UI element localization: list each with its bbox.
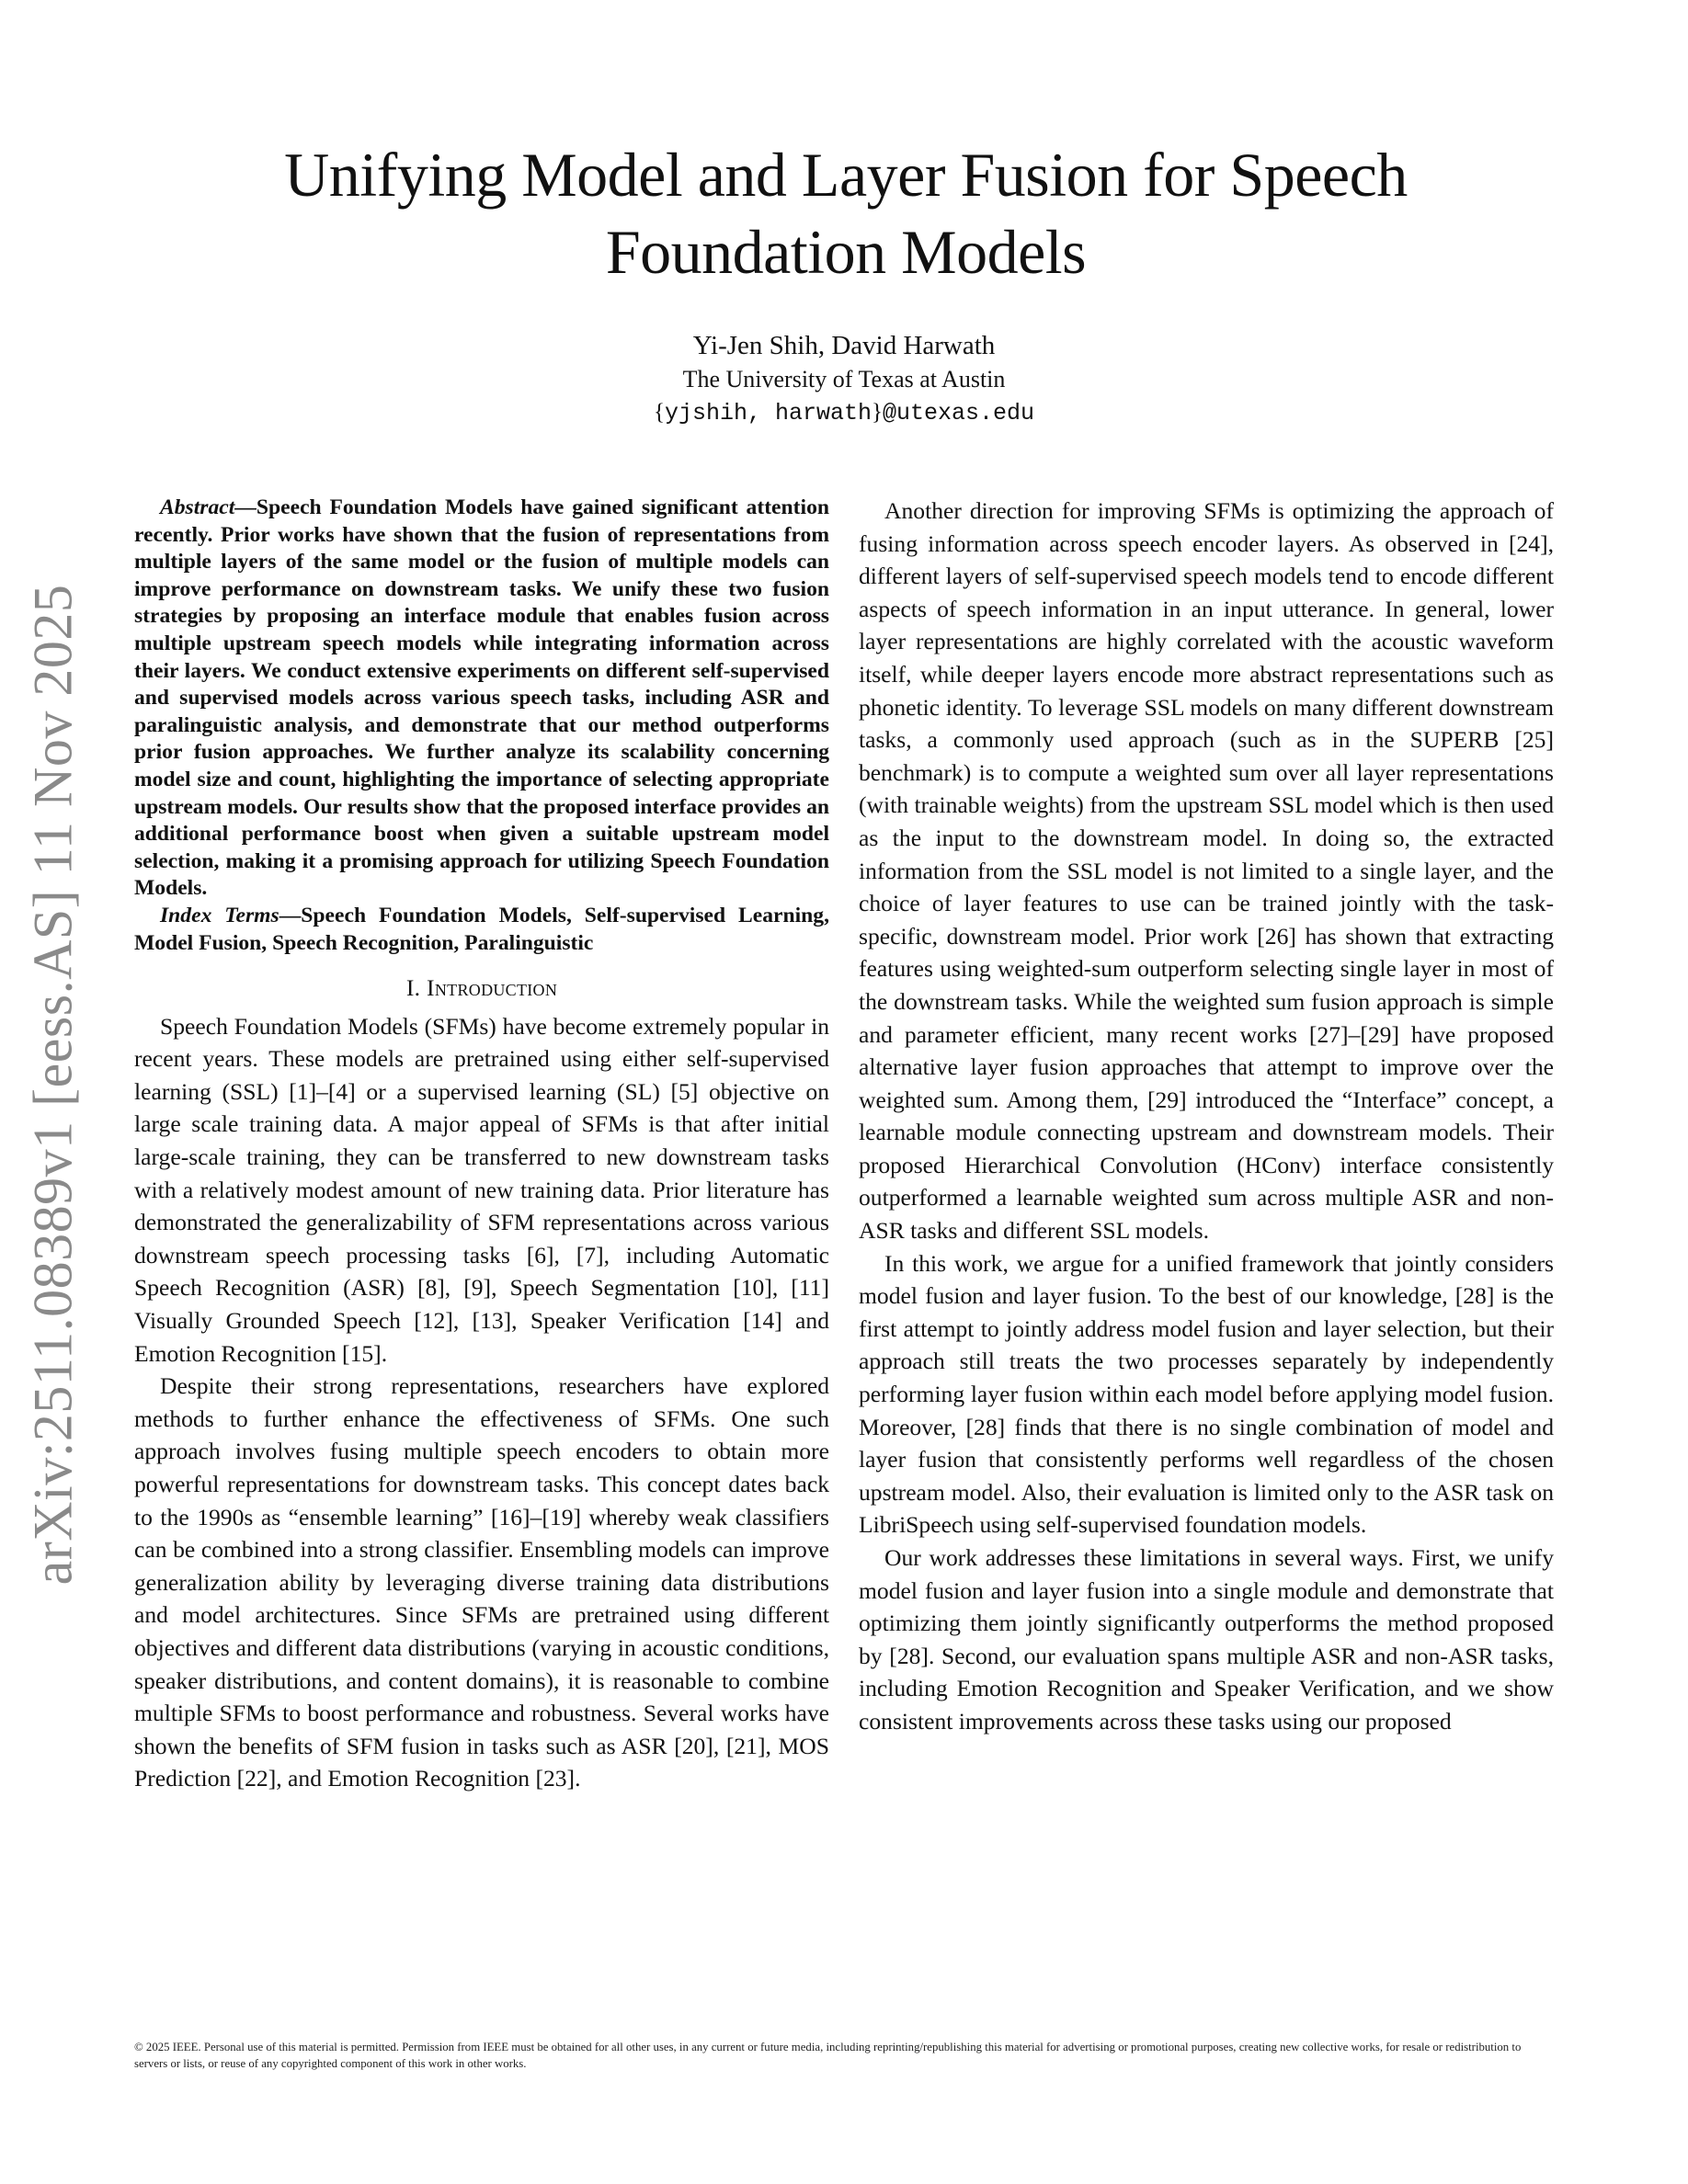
email-users: yjshih, harwath [664, 400, 872, 427]
body-paragraph: Speech Foundation Models (SFMs) have become extremely popular in recent years. These models are pretrained using either self-supervised learning (SSL) [1]–[4] or a supervised learning (SL) [5] objective on large scale training data. A major appeal of SFMs is that after initial large-scale training, they can be transferred to new downstream tasks with a relatively modest amount of new training data. Prior literature has demonstrated the generalizability of SFM representations across various downstream speech processing tasks [6], [7], including Automatic Speech Recognition (ASR) [8], [9], Speech Segmentation [10], [11] Visually Grounded Speech [12], [13], Speaker Verification [14] and Emotion Recognition [15]. [134, 1012, 829, 1367]
abstract-dash: — [234, 495, 257, 519]
paper-title: Unifying Model and Layer Fusion for Speech Foundation Models [284, 140, 1408, 287]
left-column [134, 495, 829, 1795]
body-paragraph: Our work addresses these limitations in several ways. First, we unify model fusion and layer fusion into a single module and demonstrate that optimizing them jointly significantly outperforms the method proposed by [28]. Second, our evaluation spans multiple ASR and non-ASR tasks, including Emotion Recognition and Speaker Verification, and we show consistent improvements across these tasks using our proposed [859, 1544, 1554, 1735]
body-paragraph: In this work, we argue for a unified framework that jointly considers model fusion and layer fusion. To the best of our knowledge, [28] is the first attempt to jointly address model fusion and layer selection, but their approach still treats the two processes separately by independently performing layer fusion within each model before applying model fusion. Moreover, [28] finds that there is no single combination of model and layer fusion that consistently performs well regardless of the chosen upstream model. Also, their evaluation is limited only to the ASR task on LibriSpeech using self-supervised foundation models. [859, 1249, 1554, 1539]
abstract [134, 495, 829, 903]
section-title: Introduction [427, 974, 558, 1002]
abstract-text: Speech Foundation Models have gained significant attention recently. Prior works have shown that the fusion of representations from multiple layers of the same model or the fusion of multiple models can improve performance on downstream tasks. We unify these two fusion strategies by proposing an interface module that enables fusion across multiple upstream speech models while integrating information across their layers. We conduct extensive experiments on different self-supervised and supervised models across various speech tasks, including ASR and paralinguistic analysis, and demonstrate that our method outperforms prior fusion approaches. We further analyze its scalability concerning model size and count, highlighting the importance of selecting appropriate upstream models. Our results show that the proposed interface provides an additional performance boost when given a suitable upstream model selection, making it a promising approach for utilizing Speech Foundation Models. [134, 495, 829, 901]
copyright-notice: © 2025 IEEE. Personal use of this material is permitted. Permission from IEEE must be obtained for all other uses, in any current or future media, including reprinting/republishing this material for advertising or promotional purposes, creating new collective works, for resale or redistribution to servers or lists, or reuse of any copyrighted component of this work in other works. [134, 2041, 1522, 2070]
index-terms [134, 903, 829, 957]
body-paragraph: Despite their strong representations, researchers have explored methods to further enhance the effectiveness of SFMs. One such approach involves fusing multiple speech encoders to obtain more powerful representations for downstream tasks. This concept dates back to the 1990s as “ensemble learning” [16]–[19] whereby weak classifiers can be combined into a strong classifier. Ensembling models can improve generalization ability by leveraging diverse training data distributions and model architectures. Since SFMs are pretrained using different objectives and different data distributions (varying in acoustic conditions, speaker distributions, and content domains), it is reasonable to combine multiple SFMs to boost performance and robustness. Several works have shown the benefits of SFM fusion in tasks such as ASR [20], [21], MOS Prediction [22], and Emotion Recognition [23]. [134, 1372, 829, 1792]
index-terms-text: Speech Foundation Models, Self-supervised Learning, Model Fusion, Speech Recognition, Paralinguistic [134, 903, 829, 955]
email-close-brace: } [872, 400, 883, 425]
body-paragraph: Another direction for improving SFMs is optimizing the approach of fusing information across speech encoder layers. As observed in [24], different layers of self-supervised speech models tend to encode different aspects of speech information in an input utterance. In general, lower layer representations are highly correlated with the acoustic waveform itself, while deeper layers encode more abstract representations such as phonetic identity. To leverage SSL models on many different downstream tasks, a commonly used approach (such as in the SUPERB [25] benchmark) is to compute a weighted sum over all layer representations (with trainable weights) from the upstream SSL model which is then used as the input to the downstream model. In doing so, the extracted information from the SSL model is not limited to a single layer, and the choice of layer features to use can be trained jointly with the task-specific, downstream model. Prior work [26] has shown that extracting features using weighted-sum outperform selecting single layer in most of the downstream tasks. While the weighted sum fusion approach is simple and parameter efficient, many recent works [27]–[29] have proposed alternative layer fusion approaches that attempt to improve over the weighted sum. Among them, [29] introduced the “Interface” concept, a learnable module connecting upstream and downstream models. Their proposed Hierarchical Convolution (HConv) interface consistently outperformed a learnable weighted sum across multiple ASR and non-ASR tasks and different SSL models. [859, 497, 1554, 1245]
right-column [859, 495, 1554, 1738]
index-terms-label: Index Terms [160, 903, 279, 927]
index-terms-dash: — [279, 903, 302, 927]
section-number: I. [405, 974, 421, 1002]
author-list: Yi-Jen Shih, David Harwath [692, 331, 996, 360]
affiliation: The University of Texas at Austin [682, 366, 1006, 392]
email-domain: @utexas.edu [883, 400, 1035, 427]
abstract-label: Abstract [160, 495, 235, 519]
email-open-brace: { [653, 400, 665, 425]
author-email[interactable] [0, 397, 1688, 429]
section-heading-introduction [134, 972, 829, 1005]
arxiv-identifier-stamp: arXiv:2511.08389v1 [eess.AS] 11 Nov 2025 [22, 584, 84, 1586]
